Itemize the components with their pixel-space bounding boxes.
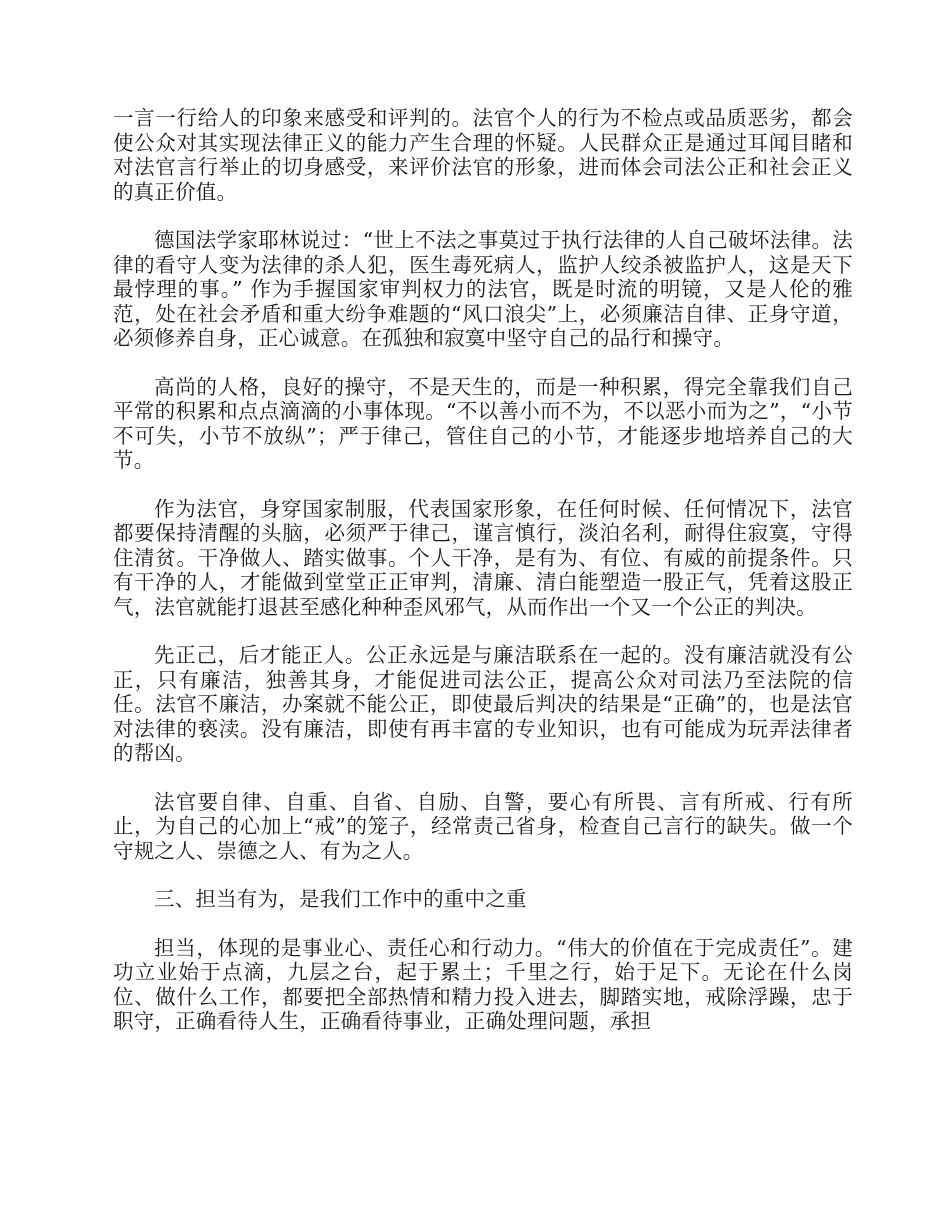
paragraph-integrity-justice: 先正己，后才能正人。公正永远是与廉洁联系在一起的。没有廉洁就没有公正，只有廉洁，独善其身，才能促进司法公正，提高公众对司法乃至法院的信任。法官不廉洁，办案就不能公正，即使最后判决的结果是“正确”的，也是法官对法律的亵渎。没有廉洁，即使有再丰富的专业知识，也有可能成为玩弄法律者的帮凶。 [113,643,853,765]
paragraph-responsibility: 担当，体现的是事业心、责任心和行动力。“伟大的价值在于完成责任”。建功立业始于点滴，九层之台，起于累土；千里之行，始于足下。无论在什么岗位、做什么工作，都要把全部热情和精力投入进去，脚踏实地，戒除浮躁，忠于职守，正确看待人生，正确看待事业，正确处理问题，承担 [113,935,853,1033]
paragraph-continuation: 一言一行给人的印象来感受和评判的。法官个人的行为不检点或品质恶劣，都会使公众对其实现法律正义的能力产生合理的怀疑。人民群众正是通过耳闻目睹和对法官言行举止的切身感受，来评价法官的形象，进而体会司法公正和社会正义的真正价值。 [113,106,853,204]
document-page [113,106,853,1058]
paragraph-noble-character: 高尚的人格，良好的操守，不是天生的，而是一种积累，得完全靠我们自己平常的积累和点点滴滴的小事体现。“不以善小而不为，不以恶小而为之”，“小节不可失，小节不放纵”；严于律己，管住自己的小节，才能逐步地培养自己的大节。 [113,374,853,472]
paragraph-jhering-quote: 德国法学家耶林说过：“世上不法之事莫过于执行法律的人自己破坏法律。法律的看守人变为法律的杀人犯，医生毒死病人，监护人绞杀被监护人，这是天下最悖理的事。” 作为手握国家审判权力的法官，既是时流的明镜，又是人伦的雅范，处在社会矛盾和重大纷争难题的“风口浪尖”上，必须廉洁自律、正身守道，必须修养自身，正心诚意。在孤独和寂寞中坚守自己的品行和操守。 [113,228,853,350]
section-heading: 三、担当有为，是我们工作中的重中之重 [154,887,527,911]
paragraph-self-discipline: 法官要自律、自重、自省、自励、自警，要心有所畏、言有所戒、行有所止，为自己的心加上“戒”的笼子，经常责己省身，检查自己言行的缺失。做一个守规之人、崇德之人、有为之人。 [113,789,853,863]
paragraph-judge-conduct: 作为法官，身穿国家制服，代表国家形象，在任何时候、任何情况下，法官都要保持清醒的头脑，必须严于律己，谨言慎行，淡泊名利，耐得住寂寞，守得住清贫。干净做人、踏实做事。个人干净，是有为、有位、有威的前提条件。只有干净的人，才能做到堂堂正正审判，清廉、清白能塑造一股正气，凭着这股正气，法官就能打退甚至感化种种歪风邪气，从而作出一个又一个公正的判决。 [113,496,853,619]
